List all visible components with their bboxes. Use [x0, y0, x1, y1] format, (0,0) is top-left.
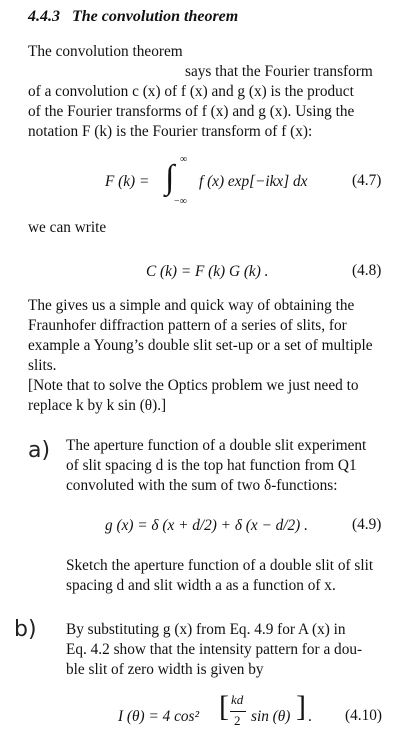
section-title: The convolution theorem: [72, 8, 239, 25]
eq-4-9: g (x) = δ (x + d/2) + δ (x − d/2) .: [105, 517, 308, 534]
fraction-denominator: 2: [234, 713, 241, 728]
eq-4-10-period: .: [308, 708, 312, 725]
part-a-line-2: of slit spacing d is the top hat function from Q1: [66, 457, 357, 474]
eq-4-7-rhs: f (x) exp[−ikx] dx: [199, 173, 308, 190]
section-heading: [28, 8, 238, 26]
eq-4-7-lhs: F (k) =: [105, 173, 150, 190]
integral-upper-limit: ∞: [180, 154, 188, 165]
para2-line-2: Fraunhofer diffraction pattern of a series of slits, for: [28, 317, 347, 334]
para2-line-3: example a Young’s double slit set-up or a set of multiple: [28, 337, 373, 354]
fraction-bar: [230, 711, 246, 712]
part-b-line-3: ble slit of zero width is given by: [66, 661, 264, 678]
right-bracket: ]: [296, 690, 306, 723]
intro-line-4: of the Fourier transforms of f (x) and g (x). Using the: [28, 103, 355, 120]
para2-line-6: replace k by k sin (θ).]: [28, 397, 167, 414]
sketch-line-1: Sketch the aperture function of a double slit of slit: [66, 557, 374, 574]
fraction-numerator: kd: [231, 692, 244, 707]
intro-line-3: of a convolution c (x) of f (x) and g (x) is the product: [28, 83, 354, 100]
integral-lower-limit: −∞: [174, 196, 187, 207]
eq-4-10-rhs: sin (θ): [251, 708, 291, 725]
part-a-line-1: The aperture function of a double slit experiment: [66, 437, 367, 454]
para2-line-4: slits.: [28, 357, 57, 374]
part-a-line-3: convoluted with the sum of two δ-functions:: [66, 477, 338, 494]
part-b-line-1: By substituting g (x) from Eq. 4.9 for A (x) in: [66, 621, 346, 638]
eq-4-8-number: (4.8): [352, 262, 382, 279]
eq-4-10-number: (4.10): [345, 707, 382, 724]
eq-4-9-number: (4.9): [352, 516, 382, 533]
intro-line-2: says that the Fourier transform: [185, 63, 373, 80]
we-can-write-text: we can write: [28, 219, 107, 236]
eq-4-7-number: (4.7): [352, 172, 382, 189]
section-number: 4.4.3: [28, 8, 60, 25]
part-b-line-2: Eq. 4.2 show that the intensity pattern for a dou-: [66, 641, 363, 658]
left-bracket: [: [219, 690, 229, 723]
para2-line-5: [Note that to solve the Optics problem we just need to: [28, 377, 359, 394]
sketch-line-2: spacing d and slit width a as a function of x.: [66, 577, 336, 594]
para2-line-1: The gives us a simple and quick way of obtaining the: [28, 297, 355, 314]
eq-4-10-lhs: I (θ) = 4 cos²: [118, 708, 200, 725]
handwritten-mark-b: b): [14, 617, 37, 642]
eq-4-8: C (k) = F (k) G (k) .: [146, 263, 269, 280]
handwritten-mark-a: a): [28, 438, 51, 463]
integral-sign: ∫: [165, 159, 175, 196]
intro-line-1: The convolution theorem: [28, 43, 183, 60]
intro-line-5: notation F (k) is the Fourier transform of f (x):: [28, 123, 313, 140]
